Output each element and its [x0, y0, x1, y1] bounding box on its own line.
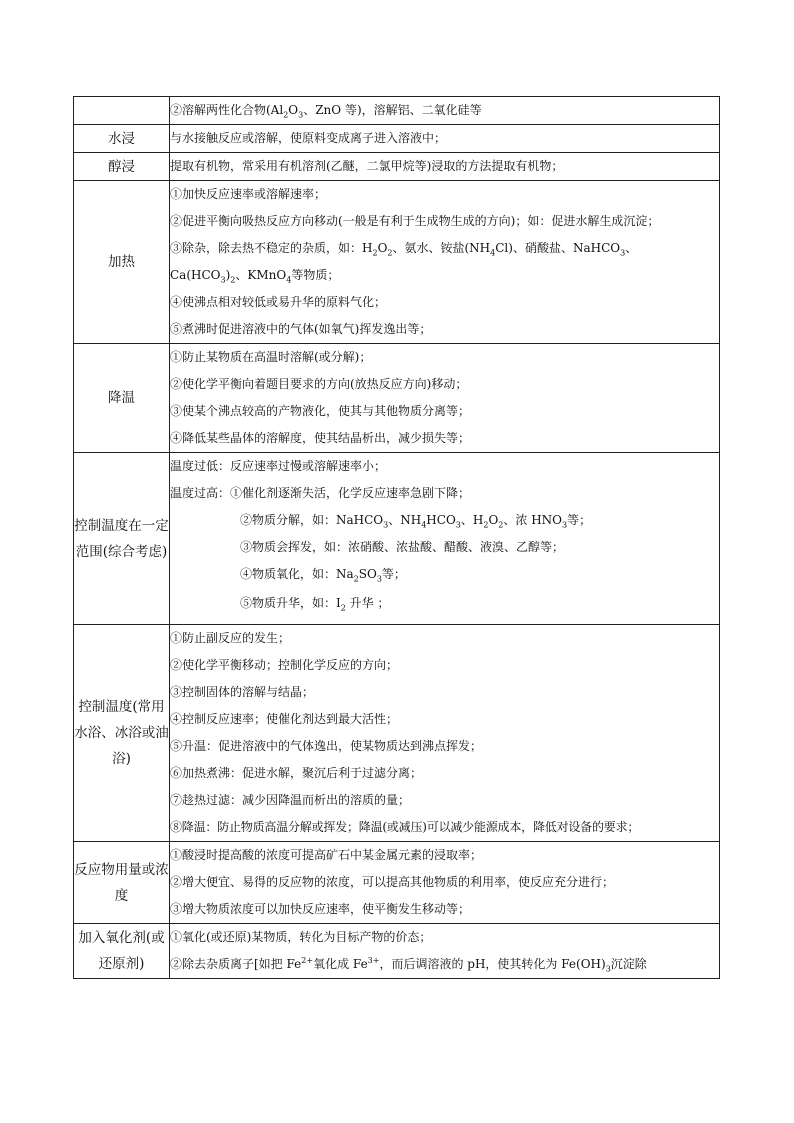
content-line: ①防止副反应的发生； [170, 631, 291, 645]
process-conditions-table [73, 96, 720, 979]
content-line: 提取有机物，常采用有机溶剂(乙醚，二氯甲烷等)浸取的方法提取有机物； [170, 159, 564, 173]
content-line: ①防止某物质在高温时溶解(或分解)； [170, 350, 372, 364]
row-content [170, 181, 720, 344]
content-line: ④物质氧化，如：$Na_2SO_3$等； [240, 567, 406, 584]
content-line: ①加快反应速率或溶解速率； [170, 187, 327, 201]
row-content [170, 625, 720, 842]
content-line: ④降低某些晶体的溶解度，使其结晶析出，减少损失等； [170, 431, 471, 445]
content-line: ②增大便宜、易得的反应物的浓度，可以提高其他物质的利用率，使反应充分进行； [170, 875, 615, 889]
table-row [74, 924, 720, 979]
content-line: ⑤煮沸时促进溶液中的气体(如氧气)挥发逸出等； [170, 322, 432, 336]
row-content [170, 97, 720, 125]
table-row [74, 842, 720, 924]
content-line: ①氧化(或还原)某物质，转化为目标产物的价态； [170, 930, 432, 944]
table-row [74, 125, 720, 153]
content-line: 与水接触反应或溶解，使原料变成离子进入溶液中； [170, 131, 447, 145]
content-line: ④控制反应速率；使催化剂达到最大活性； [170, 712, 399, 726]
table-row [74, 181, 720, 344]
table-row [74, 344, 720, 453]
content-line: ④使沸点相对较低或易升华的原料气化； [170, 295, 387, 309]
row-content [170, 125, 720, 153]
table-row [74, 625, 720, 842]
row-label: 降温 [74, 344, 170, 453]
content-line: 温度过低：反应速率过慢或溶解速率小； [170, 459, 387, 473]
content-line: ③物质会挥发，如：浓硝酸、浓盐酸、醋酸、液溴、乙醇等； [240, 540, 565, 554]
content-line: ③使某个沸点较高的产物液化，使其与其他物质分离等； [170, 404, 471, 418]
row-label [74, 97, 170, 125]
content-line: ②使化学平衡向着题目要求的方向(放热反应方向)移动； [170, 377, 468, 391]
row-label: 反应物用量或浓度 [74, 842, 170, 924]
row-label: 控制温度(常用水浴、冰浴或油浴) [74, 625, 170, 842]
content-line: ③增大物质浓度可以加快反应速率，使平衡发生移动等； [170, 902, 471, 916]
row-label: 加热 [74, 181, 170, 344]
table-row [74, 453, 720, 625]
row-label: 醇浸 [74, 153, 170, 181]
content-line: ②溶解两性化合物($Al_2O_3$、ZnO 等)，溶解铝、二氧化硅等 [170, 103, 482, 120]
table-row [74, 97, 720, 125]
content-line: $Ca(HCO_3)_2$、KMnO$_4$等物质； [170, 268, 340, 285]
row-label: 水浸 [74, 125, 170, 153]
content-line: 温度过高：①催化剂逐渐失活，化学反应速率急剧下降； [170, 486, 471, 500]
content-line: ⑤物质升华，如：$I_2$ 升华 ； [240, 596, 390, 613]
table-row [74, 153, 720, 181]
row-content [170, 153, 720, 181]
content-line: ③控制固体的溶解与结晶； [170, 685, 315, 699]
row-label: 控制温度在一定范围(综合考虑) [74, 453, 170, 625]
content-line: ②使化学平衡移动；控制化学反应的方向； [170, 658, 399, 672]
content-line: ⑦趁热过滤：减少因降温而析出的溶质的量； [170, 793, 411, 807]
content-line: ③除杂，除去热不稳定的杂质，如：$H_2O_2$、氨水、铵盐$(NH_4Cl)$、硝酸盐、NaHCO$_3$、 [170, 241, 638, 258]
row-content [170, 344, 720, 453]
content-line: ②物质分解，如：NaHCO$_3$、$NH_4HCO_3$、$H_2O_2$、浓 $HNO_3$等； [240, 513, 592, 530]
content-line: ①酸浸时提高酸的浓度可提高矿石中某金属元素的浸取率； [170, 848, 483, 862]
row-content [170, 924, 720, 979]
row-content [170, 842, 720, 924]
row-label: 加入氧化剂(或还原剂) [74, 924, 170, 979]
content-line: ⑧降温：防止物质高温分解或挥发；降温(或减压)可以减少能源成本，降低对设备的要求； [170, 820, 640, 834]
content-line: ②促进平衡向吸热反应方向移动(一般是有利于生成物生成的方向)；如：促进水解生成沉淀； [170, 214, 660, 228]
content-line: ②除去杂质离子[如把 $Fe^{2+}$氧化成 $Fe^{3+}$，而后调溶液的 pH，使其转化为 $Fe(OH)_3$沉淀除 [170, 956, 647, 974]
content-line: ⑤升温：促进溶液中的气体逸出，使某物质达到沸点挥发； [170, 739, 483, 753]
row-content [170, 453, 720, 625]
content-line: ⑥加热煮沸：促进水解，聚沉后利于过滤分离； [170, 766, 423, 780]
